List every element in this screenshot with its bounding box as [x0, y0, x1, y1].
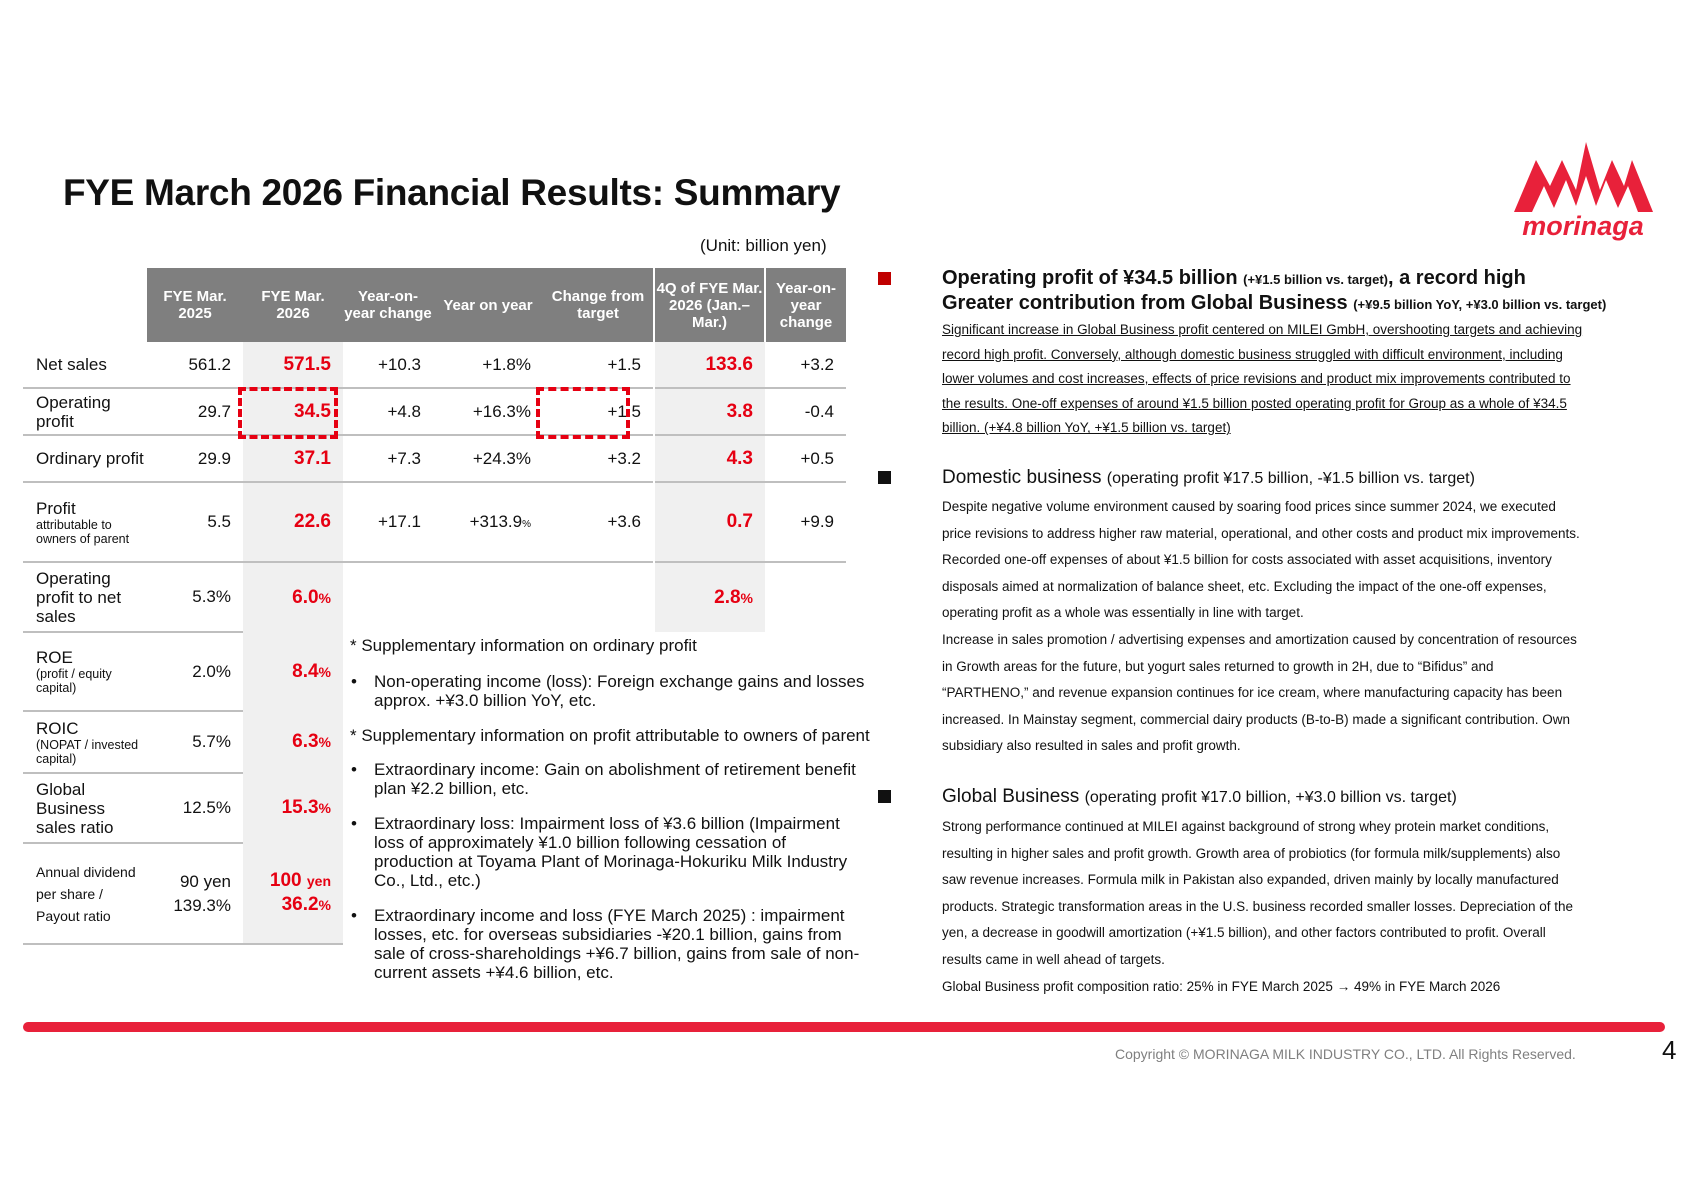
- row-label-line: Payout ratio: [36, 907, 111, 924]
- table-row: [655, 482, 846, 562]
- body-line: increased. In Mainstay segment, commercial dairy products (B-to-B) made a significant contribution. Own: [942, 711, 1571, 727]
- supp-attributable-item: • Extraordinary income: Gain on abolishment of retirement benefit plan ¥2.2 billion, etc.: [350, 760, 870, 798]
- unit: %: [740, 589, 753, 606]
- cell-fy2026: 34.5: [243, 388, 343, 435]
- cell-fy2026: [243, 632, 343, 711]
- heading-text: Operating profit of ¥34.5 billion: [942, 267, 1238, 289]
- body-line: price revisions to address higher raw material, operational, and other costs and product mix improvements.: [942, 525, 1580, 541]
- dividend-unit: yen: [306, 873, 331, 889]
- highlight-box-operating-profit: [238, 387, 338, 439]
- table-header-row: [655, 268, 846, 342]
- heading-note: (+¥9.5 billion YoY, +¥3.0 billion vs. target): [1353, 297, 1607, 312]
- cell-fy2025: 5.7%: [147, 711, 243, 773]
- cell-yoy-change: +17.1: [343, 482, 433, 562]
- global-heading: [942, 786, 1457, 808]
- domestic-body: [942, 494, 1642, 760]
- unit: %: [318, 589, 331, 606]
- cell-yoy-change: +7.3: [343, 435, 433, 482]
- row-label: [23, 843, 147, 944]
- row-label-sub: (NOPAT / invested capital): [36, 737, 139, 766]
- value: 2.8: [714, 586, 741, 608]
- table-row: [23, 435, 653, 482]
- cell-vs-target: +3.2: [543, 435, 653, 482]
- payout-ratio: 36.2: [281, 894, 319, 915]
- cell-fy2026: [243, 562, 343, 632]
- morinaga-logo: [1512, 140, 1655, 245]
- cell-vs-target: +1.5: [543, 388, 653, 435]
- cell-fy2026: [243, 773, 343, 843]
- value: 8.4: [292, 660, 319, 682]
- yoy-value: +313.9: [469, 512, 523, 531]
- col-header-yoy-change: Year-on-year change: [343, 268, 433, 342]
- value: 6.3: [292, 731, 319, 752]
- cell-fy2025: 5.5: [147, 482, 243, 562]
- row-label: [23, 482, 147, 562]
- cell-yoy-pct: [433, 482, 543, 562]
- row-label-sub: (profit / equity capital): [36, 667, 112, 695]
- morinaga-logo-icon: [1512, 140, 1655, 245]
- bullet-square-icon: [878, 471, 891, 484]
- table-header-row: [23, 268, 653, 342]
- yoy-unit: %: [522, 519, 531, 530]
- body-line: lower volumes and cost increases, effects of price revisions and product mix improvements contributed to: [942, 371, 1571, 387]
- cell-fy2025: [147, 843, 243, 944]
- body-line: saw revenue increases. Formula milk in Pakistan also expanded, driven mainly by locally manufactured: [942, 872, 1559, 888]
- body-line: Recorded one-off expenses of about ¥1.5 billion for costs associated with asset acquisitions, inventory: [942, 552, 1552, 568]
- heading-text: Greater contribution from Global Business: [942, 292, 1348, 314]
- row-label: Operating profit to net sales: [23, 562, 147, 632]
- operating-body: [942, 318, 1642, 441]
- payout-ratio: 139.3%: [173, 895, 231, 915]
- cell-4q-value: 0.7: [655, 482, 765, 562]
- page-number: 4: [1662, 1035, 1677, 1065]
- body-line: resulting in higher sales and profit growth. Growth area of probiotics (for formula milk/supplements) also: [942, 845, 1561, 861]
- q4-table: [655, 268, 846, 632]
- body-line: results came in well ahead of targets.: [942, 951, 1165, 967]
- unit: %: [318, 800, 331, 816]
- cell-fy2026: [243, 843, 343, 944]
- body-line: Increase in sales promotion / advertising expenses and amortization caused by concentration of resources: [942, 631, 1577, 647]
- logo-wordmark: morinaga: [1522, 211, 1644, 241]
- row-label-main: Profit: [36, 498, 76, 518]
- unit-note: (Unit: billion yen): [700, 236, 827, 255]
- cell-yoy-pct: +16.3%: [433, 388, 543, 435]
- highlight-box-vs-target: [536, 387, 630, 439]
- supp-ordinary-item: • Non-operating income (loss): Foreign exchange gains and losses approx. +¥3.0 billion YoY, etc.: [350, 672, 870, 710]
- cell-vs-target: +3.6: [543, 482, 653, 562]
- body-line: Global Business profit composition ratio: 25% in FYE March 2025 → 49% in FYE March 2026: [942, 978, 1501, 994]
- cell-4q-change: +3.2: [765, 342, 846, 388]
- row-label-main: ROE: [36, 648, 73, 667]
- heading-note: (operating profit ¥17.0 billion, +¥3.0 billion vs. target): [1084, 789, 1457, 806]
- body-line: yen, a decrease in goodwill amortization (+¥1.5 billion), and other factors contributed to profit. Overall: [942, 925, 1546, 941]
- cell-fy2025: 12.5%: [147, 773, 243, 843]
- row-label: Ordinary profit: [23, 435, 147, 482]
- row-label-line: Annual dividend: [36, 863, 136, 880]
- supp-attributable-heading: * Supplementary information on profit attributable to owners of parent: [350, 726, 870, 745]
- cell-4q-value: 133.6: [655, 342, 765, 388]
- body-line: disposals aimed at normalization of balance sheet, etc. Excluding the impact of the one-off expenses,: [942, 578, 1547, 594]
- cell-4q-change: +9.9: [765, 482, 846, 562]
- body-line: in Growth areas for the future, but yogurt sales returned to growth in 2H, due to “Bifidus” and: [942, 658, 1494, 674]
- row-label: [23, 632, 147, 711]
- col-header-4q-yoy: Year-on-year change: [765, 268, 846, 342]
- payout-unit: %: [318, 897, 331, 913]
- heading-text: Domestic business: [942, 467, 1102, 488]
- col-header-fy2026: FYE Mar. 2026: [243, 268, 343, 342]
- supp-ordinary-heading: * Supplementary information on ordinary profit: [350, 636, 697, 655]
- cell-4q-change: [765, 562, 846, 632]
- row-label: [23, 711, 147, 773]
- page-title: FYE March 2026 Financial Results: Summary: [63, 172, 841, 213]
- footer-divider: [23, 1022, 1665, 1032]
- cell-fy2026: 37.1: [243, 435, 343, 482]
- supp-attributable-item: • Extraordinary loss: Impairment loss of ¥3.6 billion (Impairment loss of approximately ¥1.0 billion following cessation of production at Toyama Plant of Morinaga-Hokuriku Milk Industry Co., Ltd., etc.): [350, 814, 870, 890]
- heading-text: Global Business: [942, 786, 1080, 807]
- global-body: [942, 814, 1642, 1000]
- dividend-value: 100: [269, 870, 302, 891]
- bullet-square-icon: [878, 272, 891, 285]
- cell-4q-value: [655, 562, 765, 632]
- cell-yoy-pct: +24.3%: [433, 435, 543, 482]
- value: 15.3: [281, 797, 319, 818]
- cell-4q-value: 4.3: [655, 435, 765, 482]
- table-row: [655, 342, 846, 388]
- body-line: record high profit. Conversely, although domestic business struggled with difficult environment, including: [942, 346, 1563, 362]
- table-row: [655, 562, 846, 632]
- cell-4q-change: -0.4: [765, 388, 846, 435]
- cell-yoy-pct: +1.8%: [433, 342, 543, 388]
- cell-yoy-change: +10.3: [343, 342, 433, 388]
- body-line: the results. One-off expenses of around ¥1.5 billion posted operating profit for Group as a whole of ¥34.5: [942, 395, 1567, 411]
- cell-vs-target: +1.5: [543, 342, 653, 388]
- body-line: Despite negative volume environment caused by soaring food prices since summer 2024, we executed: [942, 499, 1556, 514]
- body-line: billion. (+¥4.8 billion YoY, +¥1.5 billion vs. target): [942, 420, 1231, 436]
- body-line: operating profit as a whole was essentially in line with target.: [942, 605, 1304, 621]
- operating-heading-1: [942, 266, 1526, 292]
- table-row: [23, 562, 653, 632]
- col-header-yoy-pct: Year on year: [433, 268, 543, 342]
- row-label: Net sales: [23, 342, 147, 388]
- cell-fy2025: 561.2: [147, 342, 243, 388]
- cell-fy2026: 571.5: [243, 342, 343, 388]
- col-header-vs-target: Change from target: [543, 268, 653, 342]
- supp-attributable-item: • Extraordinary income and loss (FYE March 2025) : impairment losses, etc. for overseas subsidiaries -¥20.1 billion, gains from sale of cross-shareholdings +¥6.7 billion, gains from sale of non-current assets +¥4.6 billion, etc.: [350, 906, 870, 982]
- body-line: “PARTHENO,” and revenue expansion continues for ice cream, where manufacturing capacity has been: [942, 685, 1563, 701]
- row-label-sub: attributable to owners of parent: [36, 517, 130, 546]
- table-row: [655, 388, 846, 435]
- cell-fy2026: [243, 711, 343, 773]
- cell-fy2025: 29.9: [147, 435, 243, 482]
- cell-yoy-change: +4.8: [343, 388, 433, 435]
- cell-4q-change: +0.5: [765, 435, 846, 482]
- row-label: Global Business sales ratio: [23, 773, 147, 843]
- body-line: Strong performance continued at MILEI against background of strong whey protein market conditions,: [942, 819, 1550, 834]
- cell-fy2025: 2.0%: [147, 632, 243, 711]
- row-label-main: ROIC: [36, 718, 79, 738]
- supplementary-notes: [350, 636, 870, 982]
- copyright-text: Copyright © MORINAGA MILK INDUSTRY CO., LTD. All Rights Reserved.: [1115, 1046, 1576, 1062]
- table-row: [23, 482, 653, 562]
- row-label: Operating profit: [23, 388, 147, 435]
- cell-fy2025: 5.3%: [147, 562, 243, 632]
- table-row: [655, 435, 846, 482]
- heading-tail: , a record high: [1388, 267, 1526, 289]
- body-line: products. Strategic transformation areas in the U.S. business recorded smaller losses. Depreciation of the: [942, 898, 1574, 914]
- heading-note: (operating profit ¥17.5 billion, -¥1.5 billion vs. target): [1106, 470, 1475, 487]
- cell-fy2025: 29.7: [147, 388, 243, 435]
- operating-heading-2: [942, 291, 1606, 317]
- cell-4q-value: 3.8: [655, 388, 765, 435]
- row-label-line: per share /: [36, 885, 103, 902]
- dividend-value: 90 yen: [179, 871, 231, 891]
- unit: %: [318, 663, 331, 680]
- cell-fy2026: 22.6: [243, 482, 343, 562]
- body-line: subsidiary also resulted in sales and profit growth.: [942, 738, 1241, 754]
- bullet-square-icon: [878, 790, 891, 803]
- col-header-4q: 4Q of FYE Mar. 2026 (Jan.–Mar.): [655, 268, 765, 342]
- unit: %: [318, 734, 331, 750]
- heading-note: (+¥1.5 billion vs. target): [1243, 272, 1388, 287]
- domestic-heading: [942, 467, 1475, 489]
- table-row: [23, 342, 653, 388]
- value: 6.0: [292, 586, 319, 608]
- body-line: Significant increase in Global Business profit centered on MILEI GmbH, overshooting targets and achieving: [942, 322, 1583, 337]
- col-header-fy2025: FYE Mar. 2025: [147, 268, 243, 342]
